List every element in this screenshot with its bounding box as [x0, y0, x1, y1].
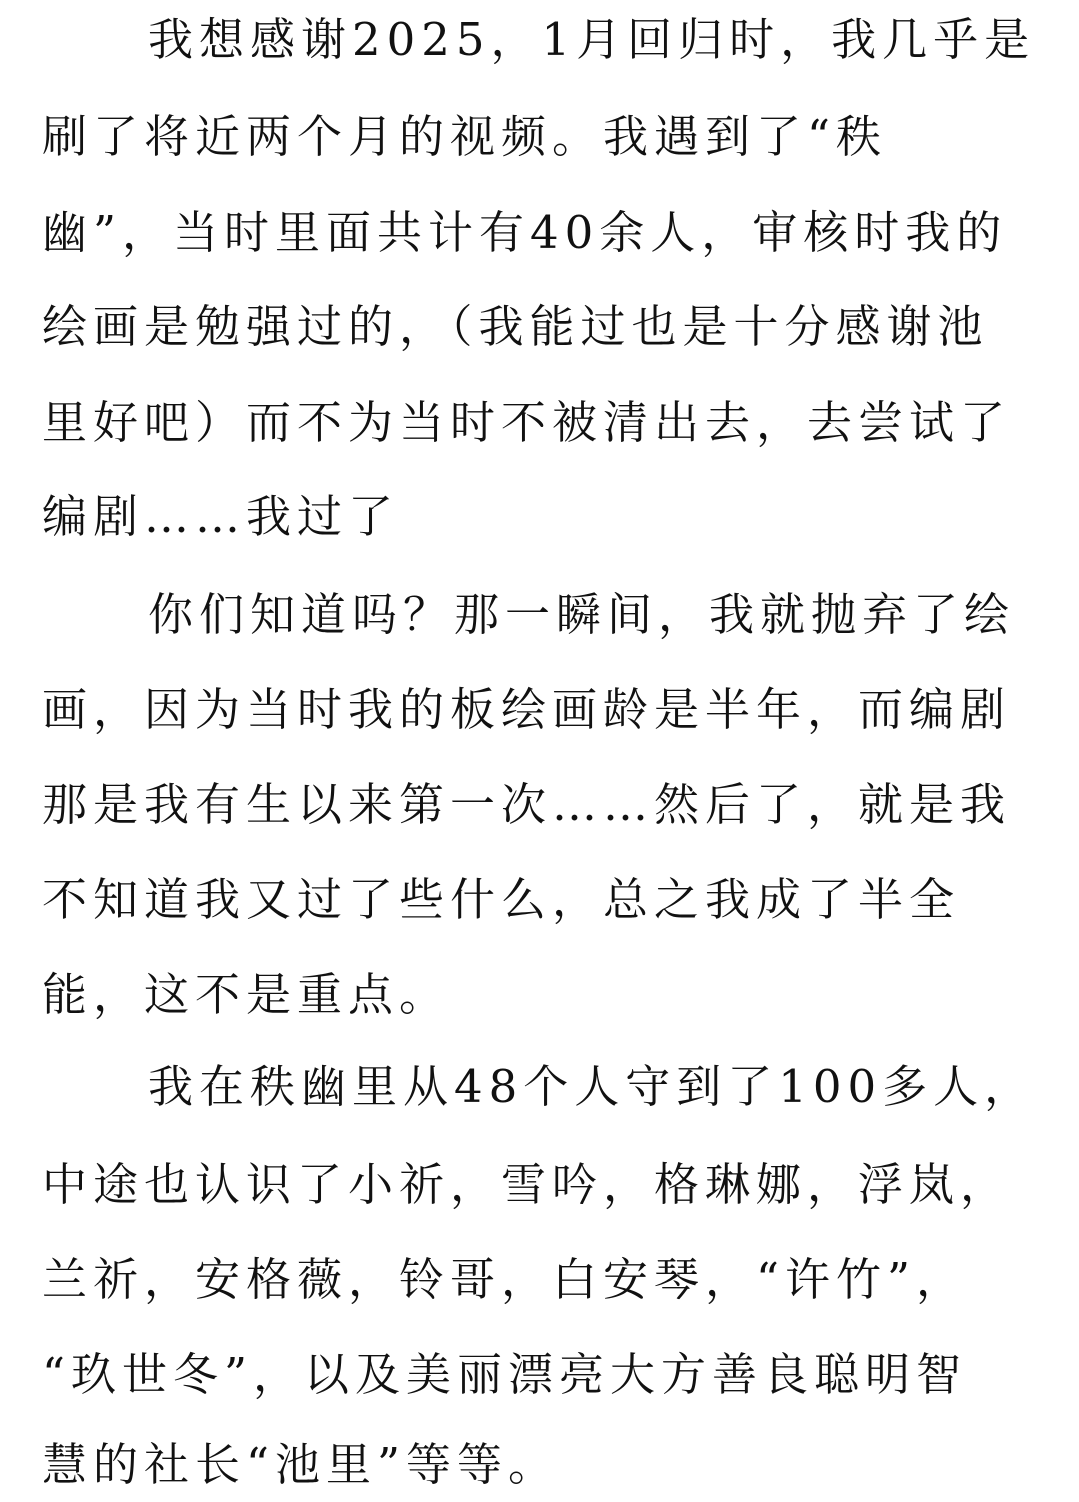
paragraph-3-line-1: 我在秩幽里从48个人守到了100多人，	[148, 1060, 1036, 1113]
paragraph-1-line-3: 幽”，当时里面共计有40余人，审核时我的	[42, 206, 1008, 259]
paragraph-1-line-5: 里好吧）而不为当时不被清出去，去尝试了	[42, 396, 1012, 449]
paragraph-2-line-2: 画，因为当时我的板绘画龄是半年，而编剧	[42, 683, 1012, 736]
paragraph-1-line-4: 绘画是勉强过的，（我能过也是十分感谢池	[42, 300, 989, 353]
paragraph-1-line-6: 编剧……我过了	[42, 490, 400, 543]
paragraph-1-line-1: 我想感谢2025，1月回归时，我几乎是	[148, 13, 1036, 66]
paragraph-3-line-5: 慧的社长“池里”等等。	[42, 1438, 560, 1491]
paragraph-3-line-4: “玖世冬”，以及美丽漂亮大方善良聪明智	[42, 1348, 968, 1401]
paragraph-2-line-3: 那是我有生以来第一次……然后了，就是我	[42, 778, 1012, 831]
paragraph-3-line-3: 兰祈，安格薇，铃哥，白安琴，“许竹”，	[42, 1253, 968, 1306]
paragraph-2-line-4: 不知道我又过了些什么，总之我成了半全	[42, 873, 961, 926]
paragraph-2-line-1: 你们知道吗？那一瞬间，我就抛弃了绘	[148, 588, 1016, 641]
paragraph-3-line-2: 中途也认识了小祈，雪吟，格琳娜，浮岚，	[42, 1158, 1012, 1211]
paragraph-1-line-2: 刷了将近两个月的视频。我遇到了“秩	[42, 110, 888, 163]
paragraph-2-line-5: 能，这不是重点。	[42, 968, 451, 1021]
